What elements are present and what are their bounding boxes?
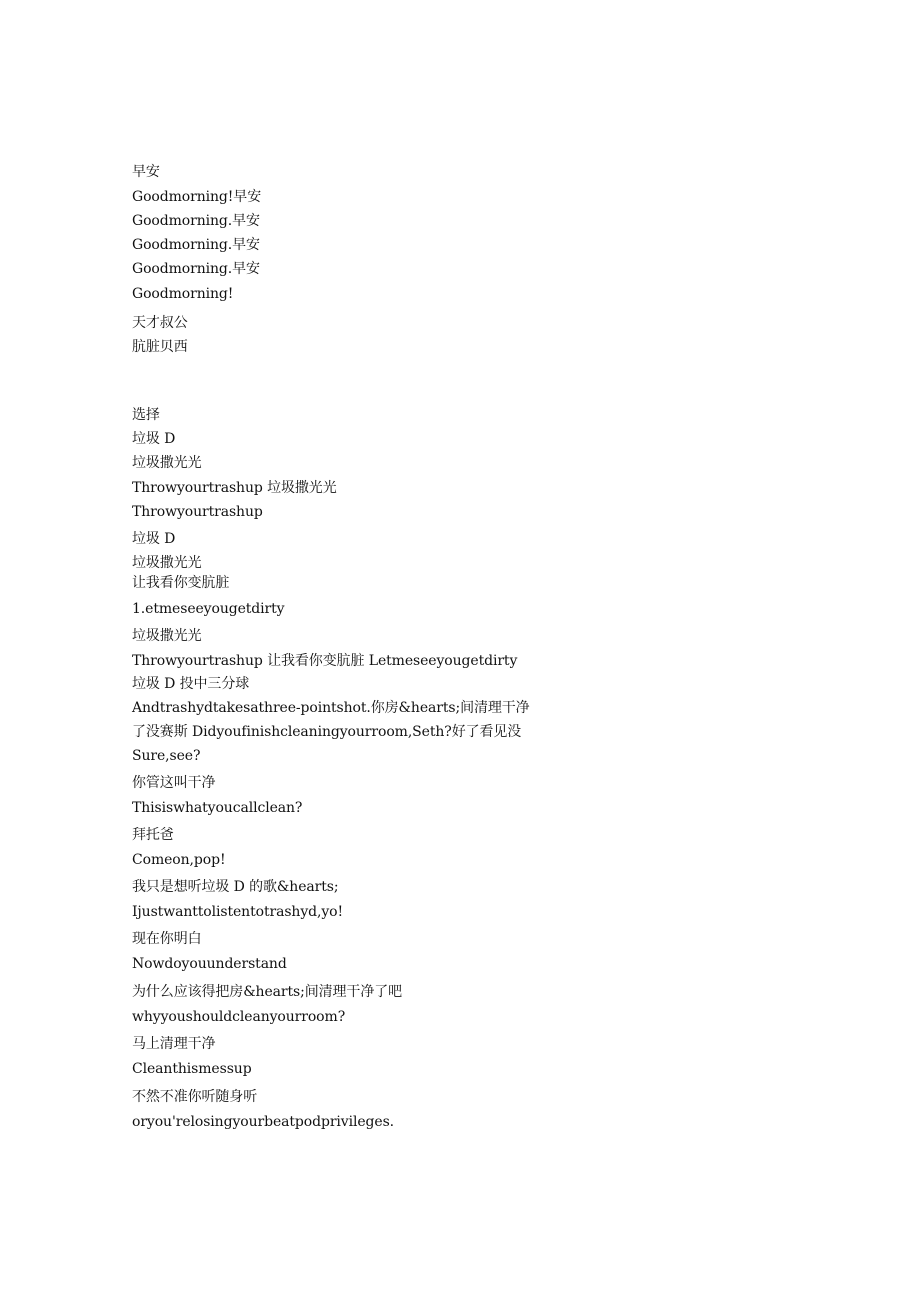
text-line: 垃圾 D 投中三分球 <box>132 676 250 692</box>
text-line: oryou'relosingyourbeatpodprivileges. <box>132 1114 395 1130</box>
text-line: 现在你明白 <box>132 931 202 947</box>
text-line: Throwyourtrashup 让我看你变肮脏 Letmeseeyougetdirty <box>132 653 518 669</box>
text-line: Throwyourtrashup <box>132 504 263 520</box>
text-line: Goodmorning.早安 <box>132 213 260 229</box>
text-line: Goodmorning! <box>132 286 234 302</box>
text-line: 你管这叫干净 <box>132 775 216 791</box>
text-line: 垃圾 D <box>132 431 176 447</box>
text-line: Sure,see? <box>132 748 201 764</box>
text-line: 我只是想听垃圾 D 的歌&hearts; <box>132 879 339 895</box>
text-line: Thisiswhatyoucallclean? <box>132 800 303 816</box>
text-line: Goodmorning!早安 <box>132 189 262 205</box>
text-line: 让我看你变肮脏 <box>132 575 230 591</box>
text-line: Andtrashydtakesathree-pointshot.你房&hearts;间清理干净 <box>132 700 530 716</box>
text-line: 肮脏贝西 <box>132 339 188 355</box>
text-line: 垃圾撒光光 <box>132 455 202 471</box>
text-line: Cleanthismessup <box>132 1061 252 1077</box>
text-line: 为什么应该得把房&hearts;间清理干净了吧 <box>132 984 403 1000</box>
text-line: 马上清理干净 <box>132 1036 216 1052</box>
text-line: 垃圾 D <box>132 531 176 547</box>
text-line: 早安 <box>132 164 160 180</box>
text-line: Goodmorning.早安 <box>132 261 260 277</box>
text-line: 选择 <box>132 407 160 423</box>
text-line: 不然不准你听随身听 <box>132 1089 258 1105</box>
text-line: 拜托爸 <box>132 827 174 843</box>
text-line: Throwyourtrashup 垃圾撒光光 <box>132 480 337 496</box>
text-line: Nowdoyouunderstand <box>132 956 287 972</box>
text-line: 天才叔公 <box>132 315 188 331</box>
text-line: whyyoushouldcleanyourroom? <box>132 1009 346 1025</box>
text-line: 垃圾撒光光 <box>132 628 202 644</box>
text-line: Comeon,pop! <box>132 852 226 868</box>
text-line: Ijustwanttolistentotrashyd,yo! <box>132 904 343 920</box>
text-line: 垃圾撒光光 <box>132 555 202 571</box>
text-line: 了没赛斯 Didyoufinishcleaningyourroom,Seth?好了看见没 <box>132 724 522 740</box>
text-line: 1.etmeseeyougetdirty <box>132 601 285 617</box>
text-line: Goodmorning.早安 <box>132 237 260 253</box>
